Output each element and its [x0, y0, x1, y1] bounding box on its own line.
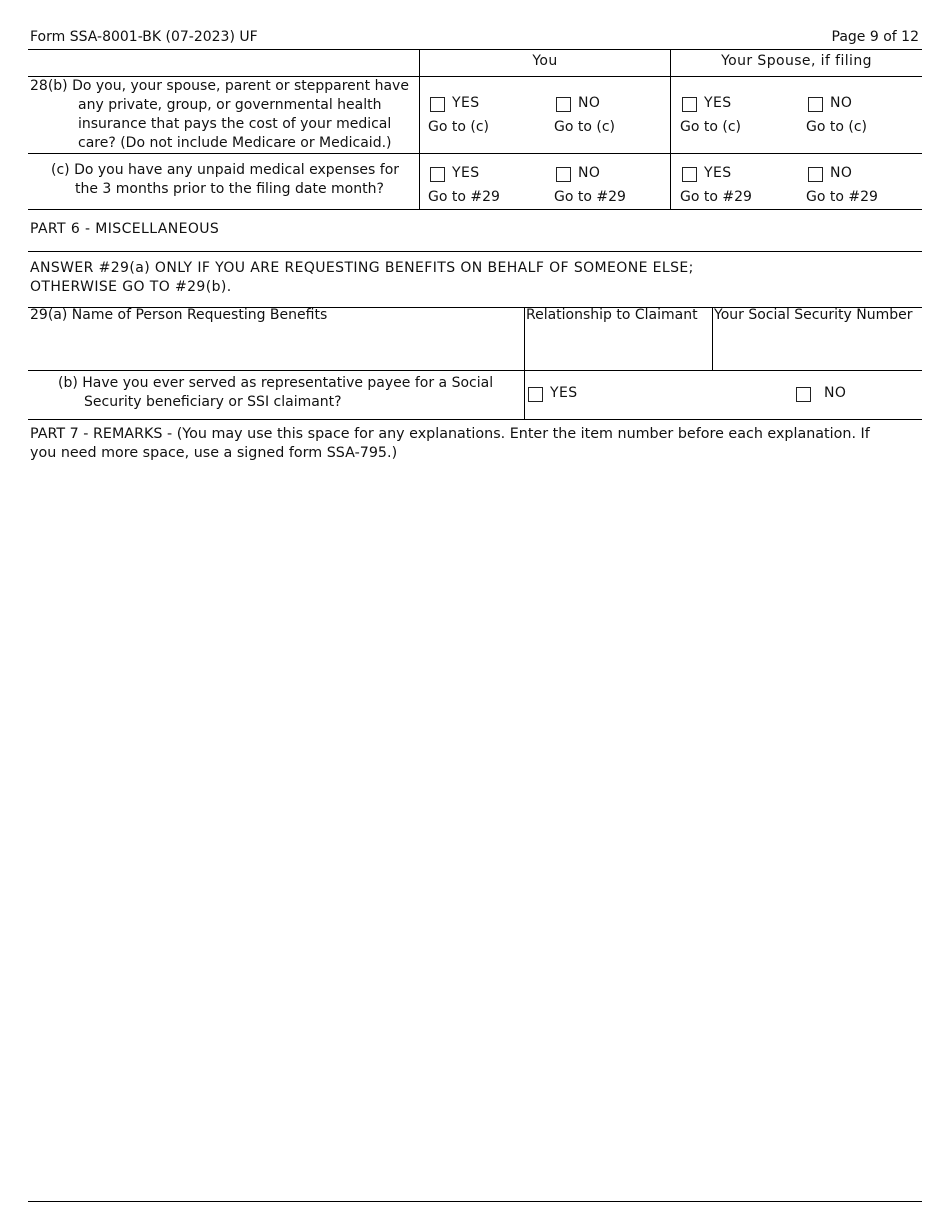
- q28b-spouse-no-goto: Go to (c): [806, 119, 867, 135]
- q29b-text-line2: Security beneficiary or SSI claimant?: [84, 394, 342, 410]
- q28b-you-yes-goto: Go to (c): [428, 119, 489, 135]
- q28b-you-no-goto: Go to (c): [554, 119, 615, 135]
- q28b-spouse-yes-label: YES: [704, 95, 732, 111]
- divider: [670, 49, 671, 209]
- divider: [28, 153, 922, 154]
- q29a-ssn-input[interactable]: [715, 328, 919, 366]
- q28b-spouse-yes-goto: Go to (c): [680, 119, 741, 135]
- q28b-text-line3: insurance that pays the cost of your medical: [78, 116, 392, 132]
- q29b-yes-label: YES: [550, 385, 578, 401]
- q28b-text-line1: 28(b) Do you, your spouse, parent or stepparent have: [30, 78, 409, 94]
- q29b-yes-checkbox[interactable]: [528, 387, 543, 402]
- q28b-spouse-no-label: NO: [830, 95, 853, 111]
- divider: [28, 419, 922, 420]
- part6-instruction-line1: ANSWER #29(a) ONLY IF YOU ARE REQUESTING BENEFITS ON BEHALF OF SOMEONE ELSE;: [30, 260, 694, 276]
- q28b-spouse-yes-checkbox[interactable]: [682, 97, 697, 112]
- page-number: Page 9 of 12: [831, 29, 919, 45]
- q28c-you-no-label: NO: [578, 165, 601, 181]
- q29a-relationship-label: Relationship to Claimant: [526, 307, 698, 323]
- divider: [28, 370, 922, 371]
- divider: [28, 209, 922, 210]
- q28c-spouse-no-checkbox[interactable]: [808, 167, 823, 182]
- part6-instruction-line2: OTHERWISE GO TO #29(b).: [30, 279, 232, 295]
- part6-title: PART 6 - MISCELLANEOUS: [30, 221, 220, 237]
- part7-title-line2: you need more space, use a signed form SSA-795.): [30, 445, 398, 461]
- q28b-text-line4: care? (Do not include Medicare or Medicaid.): [78, 135, 392, 151]
- divider: [28, 251, 922, 252]
- q28c-you-yes-label: YES: [452, 165, 480, 181]
- q28c-text-line2: the 3 months prior to the filing date month?: [75, 181, 384, 197]
- divider: [524, 307, 525, 419]
- q28c-spouse-no-label: NO: [830, 165, 853, 181]
- q29b-text-line1: (b) Have you ever served as representative payee for a Social: [58, 375, 494, 391]
- q28c-spouse-yes-checkbox[interactable]: [682, 167, 697, 182]
- q28b-you-yes-label: YES: [452, 95, 480, 111]
- q28b-spouse-no-checkbox[interactable]: [808, 97, 823, 112]
- divider: [712, 307, 713, 370]
- divider: [28, 1201, 922, 1202]
- divider: [419, 49, 420, 209]
- q28b-you-yes-checkbox[interactable]: [430, 97, 445, 112]
- part7-title-line1: PART 7 - REMARKS - (You may use this space for any explanations. Enter the item number before each explanation. If: [30, 426, 870, 442]
- q29a-ssn-label: Your Social Security Number: [714, 307, 913, 323]
- q28c-you-yes-goto: Go to #29: [428, 189, 500, 205]
- q28c-you-yes-checkbox[interactable]: [430, 167, 445, 182]
- q28b-you-no-checkbox[interactable]: [556, 97, 571, 112]
- q28c-you-no-checkbox[interactable]: [556, 167, 571, 182]
- column-header-you: You: [532, 53, 558, 69]
- form-id: Form SSA-8001-BK (07-2023) UF: [30, 29, 258, 45]
- q28b-text-line2: any private, group, or governmental health: [78, 97, 382, 113]
- q28c-spouse-no-goto: Go to #29: [806, 189, 878, 205]
- q28c-text-line1: (c) Do you have any unpaid medical expenses for: [51, 162, 400, 178]
- q29b-no-label: NO: [824, 385, 847, 401]
- q28c-you-no-goto: Go to #29: [554, 189, 626, 205]
- column-header-spouse: Your Spouse, if filing: [721, 53, 872, 69]
- q28c-spouse-yes-label: YES: [704, 165, 732, 181]
- q29a-name-label: 29(a) Name of Person Requesting Benefits: [30, 307, 328, 323]
- q28c-spouse-yes-goto: Go to #29: [680, 189, 752, 205]
- q29a-name-input[interactable]: [30, 328, 520, 366]
- part7-remarks-area[interactable]: [30, 468, 920, 1196]
- q28b-you-no-label: NO: [578, 95, 601, 111]
- q29a-relationship-input[interactable]: [527, 328, 709, 366]
- q29b-no-checkbox[interactable]: [796, 387, 811, 402]
- divider: [28, 49, 922, 50]
